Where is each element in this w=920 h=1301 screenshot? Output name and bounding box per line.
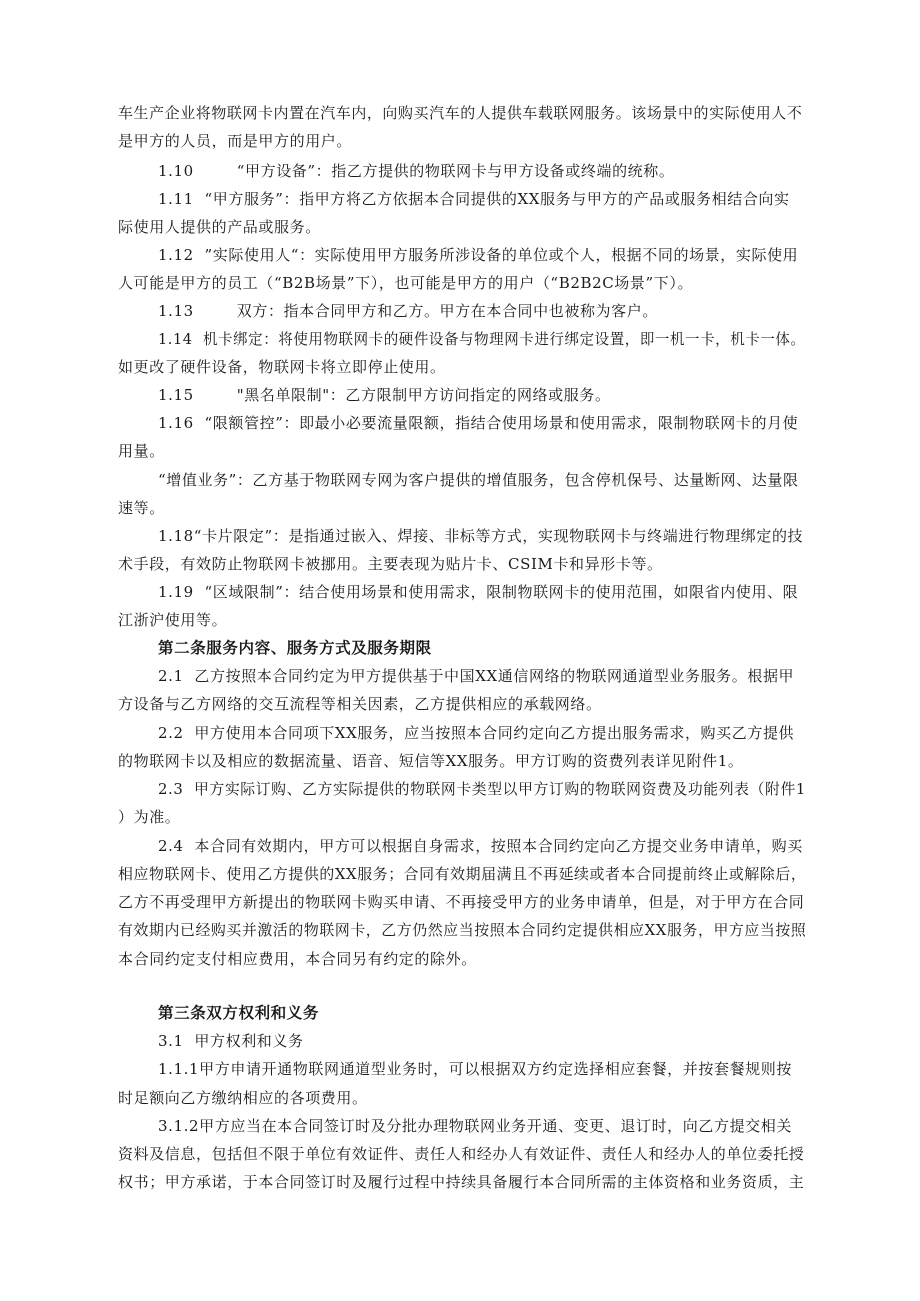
paragraph-line: 速等。 <box>118 499 165 517</box>
paragraph-line: 车生产企业将物联网卡内置在汽车内，向购买汽车的人提供车载联网服务。该场景中的实际使用人不 <box>118 104 803 122</box>
section-heading-2: 第二条服务内容、服务方式及服务期限 <box>158 638 432 657</box>
section-heading-3: 第三条双方权利和义务 <box>158 1003 320 1022</box>
paragraph-line: 际使用人提供的产品或服务。 <box>118 218 321 236</box>
paragraph-line: 用量。 <box>118 442 165 460</box>
paragraph-line: 是甲方的人员，而是甲方的用户。 <box>118 132 353 150</box>
clause-2-1: 2.1 乙方按照本合同约定为甲方提供基于中国XX通信网络的物联网通道型业务服务。根据甲 <box>158 667 795 685</box>
paragraph-line: 人可能是甲方的员工（“B2B场景”下），也可能是甲方的用户（“B2B2C场景”下）。 <box>118 274 694 292</box>
clause-2-3: 2.3 甲方实际订购、乙方实际提供的物联网卡类型以甲方订购的物联网资费及功能列表（附件1 <box>158 780 806 798</box>
paragraph-line: 江浙沪使用等。 <box>118 611 228 629</box>
paragraph-line: 权书；甲方承诺，于本合同签订时及履行过程中持续具备履行本合同所需的主体资格和业务资质，主 <box>118 1173 805 1191</box>
subsection-3-1: 3.1 甲方权利和义务 <box>158 1032 304 1050</box>
clause-1-16: 1.16 “限额管控”：即最小必要流量限额，指结合使用场景和使用需求，限制物联网卡的月使 <box>158 414 799 432</box>
clause-2-2: 2.2 甲方使用本合同项下XX服务，应当按照本合同约定向乙方提出服务需求，购买乙方提供 <box>158 724 795 742</box>
clause-1-1-1: 1.1.1甲方申请开通物联网通道型业务时，可以根据双方约定选择相应套餐，并按套餐规则按 <box>158 1060 792 1078</box>
paragraph-line: 有效期内已经购买并激活的物联网卡，乙方仍然应当按照本合同约定提供相应XX服务，甲方应当按照 <box>118 921 807 939</box>
clause-1-14: 1.14 机卡绑定：将使用物联网卡的硬件设备与物理网卡进行绑定设置，即一机一卡，机卡一体。 <box>158 330 806 348</box>
paragraph-line: 乙方不再受理甲方新提出的物联网卡购买申请、不再接受甲方的业务申请单，但是，对于甲方在合同 <box>118 893 805 911</box>
paragraph-line: 相应物联网卡、使用乙方提供的XX服务；合同有效期届满且不再延续或者本合同提前终止或解除后， <box>118 865 807 883</box>
paragraph-line: ）为准。 <box>118 808 181 826</box>
paragraph-line: 术手段，有效防止物联网卡被挪用。主要表现为贴片卡、CSIM卡和异形卡等。 <box>118 555 663 573</box>
clause-1-13: 1.13 双方：指本合同甲方和乙方。甲方在本合同中也被称为客户。 <box>158 302 658 320</box>
clause-1-10: 1.10 “甲方设备”：指乙方提供的物联网卡与甲方设备或终端的统称。 <box>158 162 675 180</box>
clause-1-18: 1.18“卡片限定”：是指通过嵌入、焊接、非标等方式，实现物联网卡与终端进行物理绑定的技 <box>158 527 804 545</box>
clause-1-15: 1.15 "黑名单限制"：乙方限制甲方访问指定的网络或服务。 <box>158 386 611 404</box>
clause-2-4: 2.4 本合同有效期内，甲方可以根据自身需求，按照本合同约定向乙方提交业务申请单，购买 <box>158 837 803 855</box>
clause-1-19: 1.19 “区域限制”：结合使用场景和使用需求，限制物联网卡的使用范围，如限省内使用、限 <box>158 583 799 601</box>
paragraph-line: 资料及信息，包括但不限于单位有效证件、责任人和经办人有效证件、责任人和经办人的单位委托授 <box>118 1145 805 1163</box>
paragraph-line: 方设备与乙方网络的交互流程等相关因素，乙方提供相应的承载网络。 <box>118 695 602 713</box>
paragraph-line: 本合同约定支付相应费用，本合同另有约定的除外。 <box>118 950 477 968</box>
clause-value-added: “增值业务”：乙方基于物联网专网为客户提供的增值服务，包含停机保号、达量断网、达量限 <box>158 471 799 489</box>
paragraph-line: 的物联网卡以及相应的数据流量、语音、短信等XX服务。甲方订购的资费列表详见附件1。 <box>118 752 744 770</box>
paragraph-line: 如更改了硬件设备，物联网卡将立即停止使用。 <box>118 358 446 376</box>
clause-1-12: 1.12 ”实际使用人“：实际使用甲方服务所涉设备的单位或个人，根据不同的场景，实际使用 <box>158 246 799 264</box>
clause-3-1-2: 3.1.2甲方应当在本合同签订时及分批办理物联网业务开通、变更、退订时，向乙方提交相关 <box>158 1117 792 1135</box>
clause-1-11: 1.11 “甲方服务”：指甲方将乙方依据本合同提供的XX服务与甲方的产品或服务相结合向实 <box>158 190 790 208</box>
paragraph-line: 时足额向乙方缴纳相应的各项费用。 <box>118 1089 368 1107</box>
